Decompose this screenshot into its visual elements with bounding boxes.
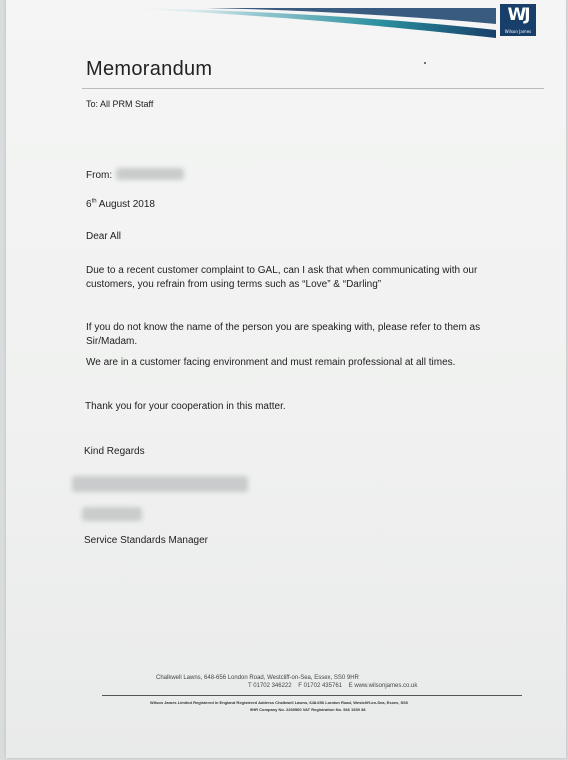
paragraph-3: We are in a customer facing environment and must remain professional at all times. (86, 357, 456, 368)
paragraph-2-line-2: Sir/Madam. (86, 336, 138, 347)
logo-subtitle: Wilson James (504, 29, 532, 34)
memo-salutation: Dear All (86, 231, 122, 242)
footer-address: Chalkwell Lawns, 648-656 London Road, Westcliff-on-Sea, Essex, SS0 9HR (156, 675, 359, 681)
memo-to: To: All PRM Staff (86, 99, 154, 109)
signatory-title: Service Standards Manager (84, 535, 208, 546)
redacted-signature-name (72, 476, 248, 492)
title-rule (82, 88, 544, 89)
memo-page (6, 0, 566, 758)
footer-fax: F 01702 435761 (298, 683, 342, 689)
footer-legal-line-1: Wilson James Limited Registered in England Registered Address Chalkwell Lawns, 648-656 London Road, Westcliff-on-Sea, Essex, SS0 (150, 700, 409, 705)
memo-date: 6th August 2018 (86, 198, 155, 210)
company-logo (500, 4, 536, 36)
paragraph-2-line-1: If you do not know the name of the person you are speaking with, please refer to them as (86, 322, 481, 333)
memo-closing: Kind Regards (84, 446, 145, 457)
footer-rule (102, 695, 522, 696)
footer-contacts (248, 682, 417, 690)
footer-web: E www.wilsonjames.co.uk (348, 683, 418, 689)
header-swoosh (6, 0, 566, 42)
speck (424, 62, 426, 64)
footer-phone: T 01702 346222 (248, 683, 292, 689)
redacted-sender (116, 168, 184, 180)
paragraph-4: Thank you for your cooperation in this matter. (85, 401, 286, 412)
redacted-signature-initials (82, 507, 142, 521)
paragraph-1-line-2: customers, you refrain from using terms such as “Love” & “Darling” (86, 279, 382, 290)
memo-title: Memorandum (86, 58, 213, 80)
footer-legal-line-2: 9HR Company No. 2269560 VAT Registration No. 546 1539 38 (250, 707, 366, 712)
paragraph-1-line-1: Due to a recent customer complaint to GAL, can I ask that when communicating with our (86, 265, 478, 276)
logo-mark: WJ (507, 5, 529, 25)
memo-from-label: From: (86, 170, 113, 181)
